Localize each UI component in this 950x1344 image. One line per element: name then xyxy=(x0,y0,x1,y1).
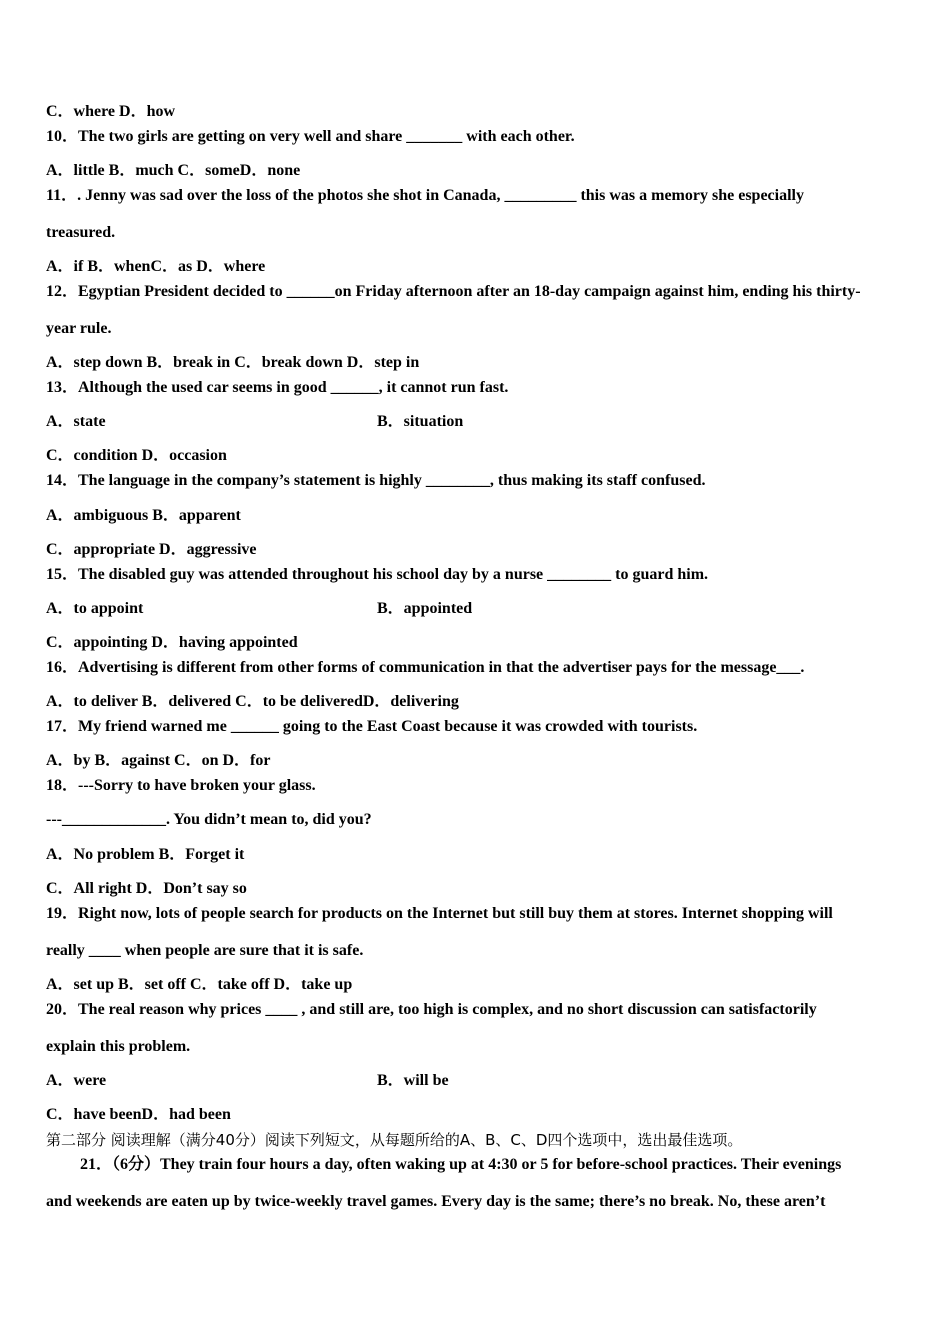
q17-options: A．by B．against C．on D．for xyxy=(46,752,271,769)
question-12: 12．Egyptian President decided to ______on Friday afternoon after an 18-day campaign against him, ending his thirty- xyxy=(46,283,861,300)
section-heading: 第二部分 阅读理解（满分40分）阅读下列短文，从每题所给的A、B、C、D四个选项中，选出最佳选项。 xyxy=(46,1131,743,1149)
q13-options-cd: C．condition D．occasion xyxy=(46,447,227,464)
q10-options: A．little B．much C．someD．none xyxy=(46,162,301,179)
passage-21-cont: and weekends are eaten up by twice-weekly travel games. Every day is the same; there’s no break. No, these aren’t xyxy=(46,1193,826,1210)
question-13: 13．Although the used car seems in good ______, it cannot run fast. xyxy=(46,379,509,396)
q13-option-a: A．state xyxy=(46,413,106,430)
q20-options-cd: C．have beenD．had been xyxy=(46,1106,231,1123)
question-15: 15．The disabled guy was attended throughout his school day by a nurse ________ to guard him. xyxy=(46,566,709,583)
question-17: 17．My friend warned me ______ going to the East Coast because it was crowded with tourists. xyxy=(46,718,698,735)
question-19-cont: really ____ when people are sure that it is safe. xyxy=(46,942,364,959)
q9-options-cd: C．where D．how xyxy=(46,103,176,120)
question-19: 19．Right now, lots of people search for products on the Internet but still buy them at stores. Internet shopping will xyxy=(46,905,833,922)
question-11-cont: treasured. xyxy=(46,224,116,241)
q19-options: A．set up B．set off C．take off D．take up xyxy=(46,976,353,993)
q16-options: A．to deliver B．delivered C．to be deliveredD．delivering xyxy=(46,693,459,710)
q15-option-b: B．appointed xyxy=(377,600,473,617)
q18-options-cd: C．All right D．Don’t say so xyxy=(46,880,247,897)
question-12-cont: year rule. xyxy=(46,320,112,337)
question-20: 20．The real reason why prices ____ , and still are, too high is complex, and no short discussion can satisfactorily xyxy=(46,1001,817,1018)
q12-options: A．step down B．break in C．break down D．step in xyxy=(46,354,420,371)
question-10: 10．The two girls are getting on very well and share _______ with each other. xyxy=(46,128,575,145)
question-20-cont: explain this problem. xyxy=(46,1038,191,1055)
q18-options-ab: A．No problem B．Forget it xyxy=(46,846,245,863)
question-16: 16．Advertising is different from other forms of communication in that the advertiser pays for the message___. xyxy=(46,659,805,676)
q11-options: A．if B．whenC．as D．where xyxy=(46,258,266,275)
q20-option-a: A．were xyxy=(46,1072,107,1089)
q14-options-cd: C．appropriate D．aggressive xyxy=(46,541,257,558)
question-18: 18．---Sorry to have broken your glass. xyxy=(46,777,316,794)
q14-options-ab: A．ambiguous B．apparent xyxy=(46,507,241,524)
q20-option-b: B．will be xyxy=(377,1072,449,1089)
q13-option-b: B．situation xyxy=(377,413,464,430)
question-11: 11．. Jenny was sad over the loss of the photos she shot in Canada, _________ this was a memory she especially xyxy=(46,187,804,204)
q15-options-cd: C．appointing D．having appointed xyxy=(46,634,298,651)
question-14: 14．The language in the company’s statement is highly ________, thus making its staff confused. xyxy=(46,472,706,489)
q15-option-a: A．to appoint xyxy=(46,600,144,617)
question-18-reply: ---_____________. You didn’t mean to, did you? xyxy=(46,811,372,828)
passage-21: 21．（6分）They train four hours a day, often waking up at 4:30 or 5 for before-school practices. Their evenings xyxy=(80,1156,842,1173)
